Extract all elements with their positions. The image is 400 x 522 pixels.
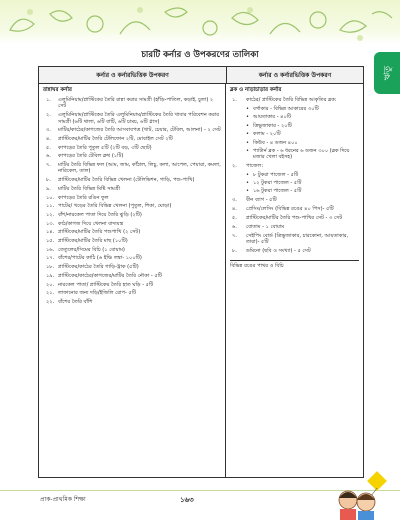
list-item-number: ৮. — [46, 177, 51, 184]
list-item-text: নারকেল পাতা/ প্লাস্টিকের তৈরি হাত ঘড়ি - ৫টি — [58, 281, 154, 288]
bullet-icon: • — [246, 122, 250, 129]
sub-list-item-text: ১২ টুকরা পাজেল - ৫টি — [253, 180, 302, 187]
list-item-number: ২২. — [46, 298, 55, 305]
kitchen-item-list — [43, 97, 221, 305]
list-item-text: বাঁশ/নারকেল পাতা দিয়ে তৈরি ঝুড়ি (২টি) — [58, 211, 142, 218]
bullet-icon: • — [246, 147, 250, 154]
sub-list-item — [246, 180, 359, 186]
list-item: ২. পাজেল: — [232, 162, 264, 169]
list-item-text: কাপড়ের তৈরি পুতুল ৫টি (২টি বড়, ৩টি ছোট) — [58, 144, 152, 151]
list-item-number: ১২. — [46, 211, 55, 218]
list-item-text: সেইপিং বোর্ড (ত্রিভুজাকার, চারকোনা, আয়তাকার, তারা)- ৫টি — [246, 232, 349, 245]
sub-list-item — [246, 131, 359, 137]
header-left: কর্নার ও কর্নারভিত্তিক উপকরণ — [39, 67, 227, 83]
list-item — [43, 186, 221, 192]
list-item-number: ১৭. — [46, 255, 55, 262]
list-item-number: ৯. — [46, 185, 51, 192]
list-item-text: পাটের/ খড়ের তৈরি বিভিন্ন খেলনা (পুতুল, শিকা, ঘোড়া) — [58, 203, 172, 210]
list-item — [43, 145, 221, 151]
list-item-text: মাটির/কাঠের/কাগজের তৈরি আসবাবপত্র (খাট, চেয়ার, টেবিল, আলনা) - ২ সেট — [58, 127, 221, 134]
leaf-pattern-icon — [0, 0, 400, 44]
bullet-icon: • — [246, 188, 250, 195]
list-item — [43, 203, 221, 209]
block-corner-column — [226, 84, 363, 477]
list-item-number: ১০. — [46, 194, 55, 201]
list-item-text: তেতুলের/সিমের বিচি (১ বোয়াম) — [58, 246, 125, 253]
sub-list-item-text: কিউব - ৪ ডজন ৪০০ — [253, 139, 298, 146]
list-item-text: প্লাস্টিকের/মাটির তৈরি বিভিন্ন খেলনা (টেলিভিশন, গাড়ি, পশু-পাখি) — [58, 177, 195, 184]
footer-book-title: প্রাক-প্রাথমিক শিক্ষা — [40, 496, 86, 503]
list-item-number: ৮. — [232, 247, 237, 254]
list-item — [230, 248, 359, 254]
list-item: ১. কাঠের/ প্লাস্টিকের তৈরি বিভিন্ন আকৃতির ব্লক: — [232, 97, 337, 103]
table-body — [39, 84, 363, 477]
list-item — [43, 212, 221, 218]
list-item-number: ১. — [46, 97, 51, 103]
list-item-number: ১৫. — [46, 238, 55, 245]
sub-list-item-text: ১৬ টুকরা পাজেল - ৫টি — [253, 188, 302, 195]
list-item — [43, 112, 221, 125]
list-item-number: ১৩. — [46, 220, 55, 227]
list-item-text: প্রেসিং/লেসিং (বিভিন্ন রঙের ৪০ পিস)- ৫টি — [246, 205, 334, 212]
list-item-number: ২. — [46, 112, 51, 119]
list-item — [43, 255, 221, 261]
list-item-number: ৩. — [46, 127, 51, 134]
list-item — [43, 247, 221, 253]
list-item-number: ৪. — [232, 205, 237, 212]
list-item-number: ২০. — [46, 281, 55, 288]
table-row — [230, 260, 359, 269]
table-header — [39, 67, 363, 84]
list-item-text: প্লাস্টিকের/মাটির তৈরি পশু-পাখির সেট - ৩ সেট — [246, 214, 343, 221]
list-item — [43, 162, 221, 175]
list-item-text: প্লাস্টিকের/মাটির তৈরি মাছ (১০টি) — [58, 238, 128, 245]
stones-seeds-label: বিভিন্ন রঙের পাথর ও বিচি — [230, 262, 284, 269]
list-item-text: কাঠ/কাগজ দিয়ে খেলনা বাদ্যযন্ত্র — [58, 220, 124, 227]
list-item-number: ৩. — [232, 196, 237, 203]
chapter-side-tab — [374, 52, 400, 94]
header-right: কর্নার ও কর্নারভিত্তিক উপকরণ — [258, 71, 332, 79]
list-item-number: ৪. — [46, 135, 51, 142]
list-item-text: বাঁশের/পাটের কাঠি (৬ ইঞ্চি লম্বা- ১০০টি) — [58, 255, 142, 262]
list-item — [43, 282, 221, 288]
bullet-icon: • — [246, 171, 250, 178]
sub-list-item — [246, 172, 359, 178]
sub-list-item — [246, 140, 359, 146]
sub-list-item-text: কলাম - ২০টি — [253, 131, 281, 138]
sub-list-item — [246, 106, 359, 112]
puzzle-sublist — [230, 172, 359, 197]
list-item-number: ৬. — [46, 153, 51, 160]
bullet-icon: • — [246, 180, 250, 187]
list-item-number: ১৮. — [46, 264, 55, 271]
list-item-text: লাফানোর জন্য দড়ি/ইজিলি রোপ- ৫টি — [58, 290, 136, 297]
list-item-text: বাঁশের তৈরি বাঁশি — [58, 298, 93, 305]
list-item-number: ১৬. — [46, 246, 55, 253]
list-item-text: প্লাস্টিকের/মাটির তৈরি পশুপাখি (২ সেট) — [58, 229, 141, 236]
page-number: ১৬৩ — [180, 496, 194, 504]
sub-list-item-text: আয়তাকার - ৪০টি — [253, 114, 292, 121]
bullet-icon: • — [246, 139, 250, 146]
list-item-number: ৫. — [232, 214, 237, 221]
list-item-text: মাটির তৈরি বিভিন্ন মিষ্টি সামগ্রী — [58, 185, 121, 192]
list-item-number: ১১. — [46, 203, 55, 210]
list-item-text: বীন ব্যাগ - ৫টি — [246, 196, 277, 203]
list-item — [43, 238, 221, 244]
list-item-text: মাটির তৈরি বিভিন্ন ফল (আম, জাম, কাঁঠাল, লিচু, কলা, আপেল, পেয়ারা, কমলা, নারিকেল, তাল) — [58, 162, 221, 175]
block-shape-sublist — [230, 106, 359, 163]
block-item-list — [230, 197, 359, 257]
list-item-text: বোতাম - ১ বোয়াম — [246, 223, 285, 230]
list-item — [43, 299, 221, 305]
list-item-text: এলুমিনিয়াম/প্লাস্টিকের তৈরি এলুমিনিয়াম/প্লাস্টিকের তৈরি খাবার পরিবেশন করার সামগ্রী (৬টি থালা, ৬টি বাটি, ৬টি চামচ, ৬টি গ্লাস) — [58, 112, 220, 125]
list-item — [43, 153, 221, 159]
list-item-text: কাপড়ের তৈরি টেবিল ক্লথ (১টি) — [58, 153, 124, 160]
decorative-header-band — [0, 0, 400, 44]
list-item-number: ১৯. — [46, 272, 55, 279]
list-item — [230, 197, 359, 203]
list-item — [230, 206, 359, 212]
list-item — [43, 127, 221, 133]
materials-table — [38, 66, 364, 478]
list-item-text: ডমিনো (ছবি ও সংখ্যা) - ৫ সেট — [246, 247, 311, 254]
list-item-number: ৭. — [232, 232, 237, 239]
list-item-number: ৫. — [46, 144, 51, 151]
list-item-text: এলুমিনিয়াম/প্লাস্টিকের তৈরি রান্না করার সামগ্রী (হাঁড়ি-পাতিল, কড়াই, চুলা) ২ সেট — [58, 97, 214, 110]
list-item — [43, 229, 221, 235]
list-item — [230, 233, 359, 246]
list-item — [43, 97, 221, 110]
list-item — [43, 273, 221, 279]
page-title: চারটি কর্নার ও উপকরণের তালিকা — [141, 50, 259, 60]
list-item — [43, 177, 221, 183]
kitchen-corner-column — [39, 84, 226, 477]
block-corner-title: ব্লক ও নাড়াচাড়ার কর্নার — [230, 87, 282, 93]
list-item-text: কাপড়ের তৈরি রঙিন ফুল — [58, 194, 109, 201]
list-item-text: প্লাস্টিকের/কাঠের তৈরি গাড়ি-ট্রাক (৫টি) — [58, 264, 139, 271]
children-illustration-icon — [330, 470, 390, 520]
list-item-number: ৬. — [232, 223, 237, 230]
list-item — [43, 290, 221, 296]
sub-list-item-text: বর্গাকার - বিভিন্ন আকারের ৩০টি — [253, 105, 319, 112]
list-item-text: প্লাস্টিকের/মাটির তৈরি টেলিফোন ২টি, মোবাইল সেট ২টি — [58, 135, 173, 142]
kitchen-corner-title: রান্নাঘর কর্নার — [43, 87, 72, 93]
list-item — [43, 136, 221, 142]
sub-list-item — [246, 114, 359, 120]
list-item-number: ২১. — [46, 290, 55, 297]
sub-list-item-text: প্যাটার্ন ব্লক - ৬ ধরনের ৬ ডজন ৩০০ (ব্লক দিয়ে মজার খেলা বইসহ) — [253, 147, 350, 161]
sub-list-item-text: ৮ টুকরা পাজেল - ৫টি — [253, 171, 299, 178]
list-item — [43, 264, 221, 270]
sub-list-item — [246, 188, 359, 194]
bullet-icon: • — [246, 131, 250, 138]
sub-list-item — [246, 123, 359, 129]
list-item — [230, 224, 359, 230]
list-item-text: প্লাস্টিকের/কাঠের/কাগজের/মাটির তৈরি নৌকা - ৫টি — [58, 272, 162, 279]
bullet-icon: • — [246, 114, 250, 121]
side-tab-label: ঋতু — [382, 65, 393, 81]
sub-list-item — [246, 148, 359, 161]
list-item — [230, 215, 359, 221]
sub-list-item-text: ত্রিভুজাকার - ২০টি — [253, 122, 292, 129]
list-item — [43, 221, 221, 227]
list-item — [43, 195, 221, 201]
bullet-icon: • — [246, 105, 250, 112]
list-item-number: ৭. — [46, 162, 51, 169]
list-item-number: ১৪. — [46, 229, 55, 236]
